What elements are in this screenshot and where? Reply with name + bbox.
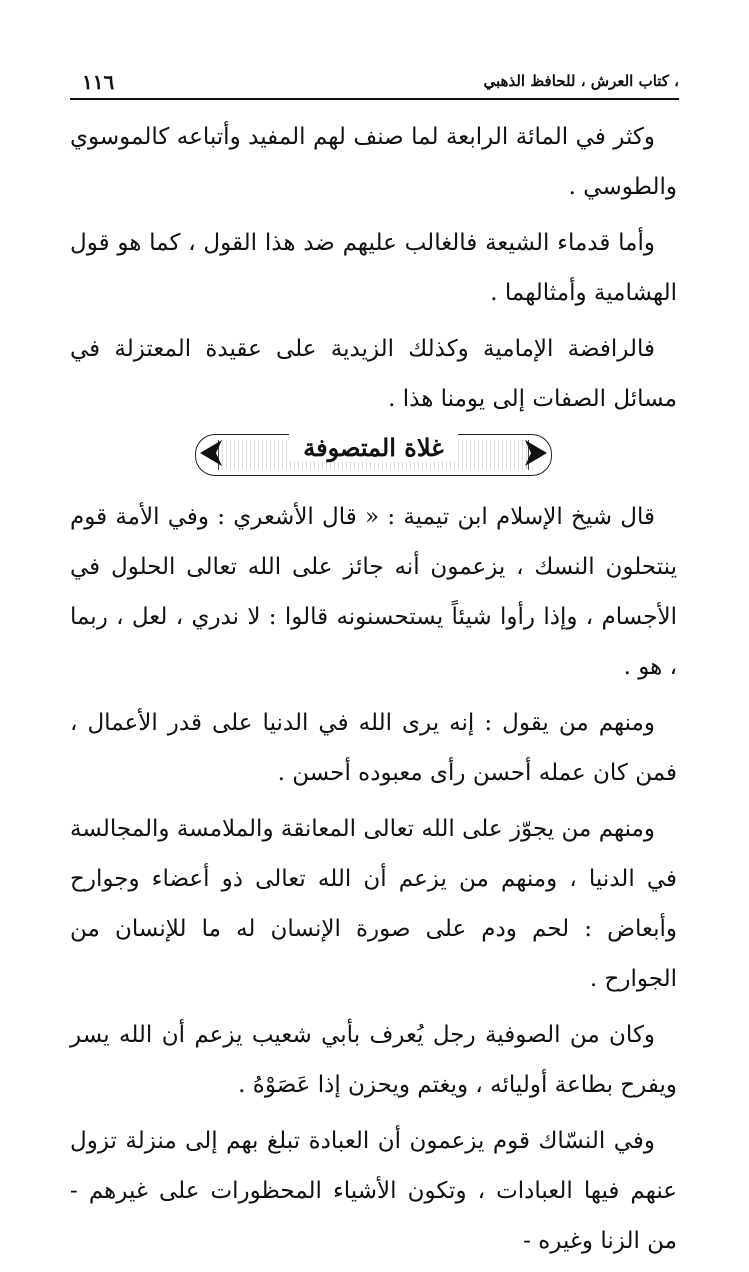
book-title: ، كتاب العرش ، للحافظ الذهبي xyxy=(483,72,679,90)
page-header xyxy=(70,62,679,100)
section-heading-banner xyxy=(70,430,677,482)
paragraph: وأما قدماء الشيعة فالغالب عليهم ضد هذا القول ، كما هو قول الهشامية وأمثالهما . xyxy=(70,230,677,306)
paragraph: وفي النسّاك قوم يزعمون أن العبادة تبلغ بهم إلى منزلة تزول عنهم فيها العبادات ، وتكون الأشياء المحظورات على غيرهم - من الزنا وغيره - xyxy=(70,1128,677,1254)
paragraph: ومنهم من يجوّز على الله تعالى المعانقة والملامسة والمجالسة في الدنيا ، ومنهم من يزعم أن الله تعالى ذو أعضاء وجوارح وأبعاض : لحم ودم على صورة الإنسان له ما للإنسان من الجوارح . xyxy=(70,816,677,992)
paragraph: قال شيخ الإسلام ابن تيمية : « قال الأشعري : وفي الأمة قوم ينتحلون النسك ، يزعمون أنه جائز على الله تعالى الحلول في الأجسام ، وإذا رأوا شيئاً يستحسنونه قالوا : لا ندري ، لعل ، ربما ، هو . xyxy=(70,504,677,680)
paragraph: فالرافضة الإمامية وكذلك الزيدية على عقيدة المعتزلة في مسائل الصفات إلى يومنا هذا . xyxy=(70,336,677,412)
page-body xyxy=(70,112,677,1272)
paragraph: ومنهم من يقول : إنه يرى الله في الدنيا على قدر الأعمال ، فمن كان عمله أحسن رأى معبوده أحسن . xyxy=(70,710,677,786)
page-number: ١١٦ xyxy=(82,70,115,94)
section-title-text: غلاة المتصوفة xyxy=(289,433,457,462)
paragraph: وكثر في المائة الرابعة لما صنف لهم المفيد وأتباعه كالموسوي والطوسي . xyxy=(70,124,677,200)
section-title xyxy=(70,428,677,468)
paragraph: وكان من الصوفية رجل يُعرف بأبي شعيب يزعم أن الله يسر ويفرح بطاعة أوليائه ، ويغتم ويحزن إذا عَصَوْهُ . xyxy=(70,1022,677,1098)
header-rule xyxy=(70,98,679,100)
